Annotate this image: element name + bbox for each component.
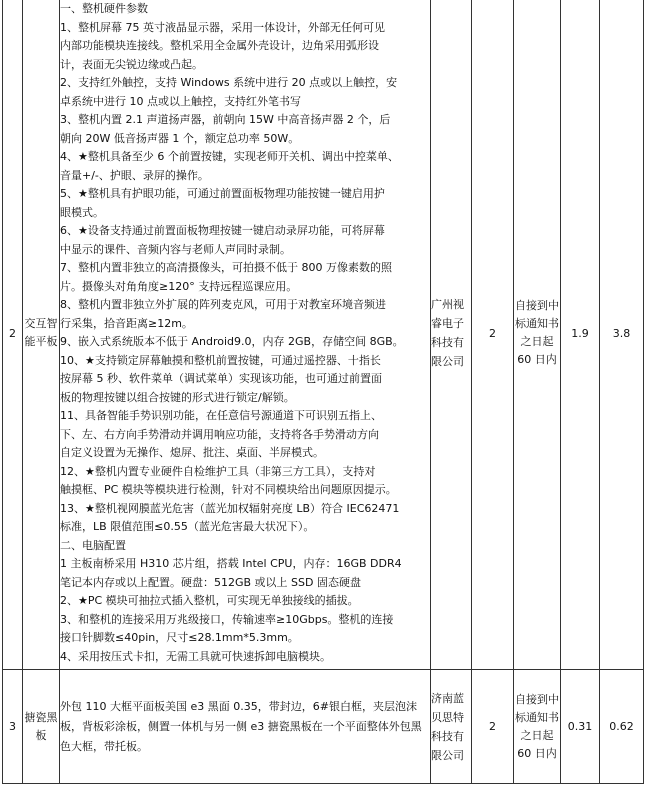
row-number: 3 (3, 670, 23, 784)
description-line: 12、★整机内置专业硬件自检维护工具（非第三方工具），支持对 (60, 464, 376, 478)
description-lines (60, 0, 430, 666)
description-line: 行采集，拾音距离≥12m。 (60, 316, 193, 330)
table-row (3, 670, 644, 784)
description-line: 眼模式。 (60, 205, 104, 219)
item-description: 外包 110 大框平面板美国 e3 黑面 0.35，带封边，6#银白框，夹层泡沫板，背板彩涂板，侧置一体机与另一侧 e3 搪瓷黑板在一个平面整体外包黑色大框，带托板。 (60, 670, 431, 784)
item-name: 搪瓷黑板 (23, 670, 60, 784)
description-line: 音量+/-、护眼、录屏的操作。 (60, 168, 209, 182)
description-line: 10、★支持锁定屏幕触摸和整机前置按键，可通过遥控器、十指长 (60, 353, 381, 367)
description-line: 板的物理按键以组合按键的形式进行锁定/解锁。 (60, 390, 295, 404)
quantity: 2 (472, 0, 514, 670)
unit-price: 0.31 (561, 670, 600, 784)
description-line: 1 主板南桥采用 H310 芯片组，搭载 Intel CPU，内存：16GB DDR4 (60, 557, 402, 570)
supplier: 广州视睿电子科技有限公司 (431, 0, 472, 670)
description-line: 11、具备智能手势识别功能，在任意信号源通道下可识别五指上、 (60, 409, 382, 422)
total-price: 0.62 (600, 670, 644, 784)
description-line: 4、采用按压式卡扣，无需工具就可快速拆卸电脑模块。 (60, 649, 331, 663)
description-line: 一、整机硬件参数 (60, 2, 148, 15)
description-line: 计，表面无尖锐边缘或凸起。 (60, 57, 203, 71)
description-line: 5、★整机具有护眼功能，可通过前置面板物理功能按键一键启用护 (60, 187, 385, 200)
description-line: 朝向 20W 低音扬声器 1 个，额定总功率 50W。 (60, 131, 300, 145)
description-line: 4、★整机具备至少 6 个前置按键，实现老师开关机、调出中控菜单、 (60, 150, 399, 163)
description-line: 13、★整机视网膜蓝光危害（蓝光加权辐射亮度 LB）符合 IEC62471 (60, 501, 400, 515)
row-number: 2 (3, 0, 23, 670)
description-line: 下、左、右方向手势滑动并调用响应功能，支持将各手势滑动方向 (60, 427, 379, 441)
description-line: 9、嵌入式系统版本不低于 Android9.0，内存 2GB，存储空间 8GB。 (60, 335, 404, 348)
description-line: 笔记本内存或以上配置。硬盘：512GB 或以上 SSD 固态硬盘 (60, 575, 361, 589)
procurement-table (2, 0, 644, 784)
description-line: 2、★PC 模块可抽拉式插入整机，可实现无单独接线的插拔。 (60, 594, 359, 607)
description-line: 接口针脚数≤40pin，尺寸≤28.1mm*5.3mm。 (60, 631, 299, 644)
description-line: 1、整机屏幕 75 英寸液晶显示器，采用一体设计，外部无任何可见 (60, 20, 385, 34)
description-line: 中显示的课件、音频内容与老师人声同时录制。 (60, 242, 291, 256)
description-line: 按屏幕 5 秒、软件菜单（调试菜单）实现该功能，也可通过前置面 (60, 372, 382, 385)
item-description (60, 0, 431, 670)
quantity: 2 (472, 670, 514, 784)
description-line: 片。摄像头对角角度≥120° 支持远程巡课应用。 (60, 279, 298, 293)
description-line: 2、支持红外触控，支持 Windows 系统中进行 20 点或以上触控，安 (60, 76, 398, 89)
description-line: 触摸框、PC 模块等模块进行检测，针对不同模块给出问题原因提示。 (60, 483, 397, 496)
description-line: 卓系统中进行 10 点或以上触控，支持红外笔书写 (60, 94, 301, 108)
description-line: 3、和整机的连接采用万兆级接口，传输速率≥10Gbps。整机的连接 (60, 612, 394, 626)
description-line: 8、整机内置非独立外扩展的阵列麦克风，可用于对教室环境音频进 (60, 298, 386, 311)
description-line: 3、整机内置 2.1 声道扬声器，前朝向 15W 中高音扬声器 2 个，后 (60, 113, 391, 126)
table-row (3, 0, 644, 670)
description-line: 内部功能模块连接线。整机采用全金属外壳设计，边角采用弧形设 (60, 39, 379, 52)
supplier: 济南蓝贝思特科技有限公司 (431, 670, 472, 784)
description-line: 标准，LB 限值范围≤0.55（蓝光危害最大状况下）。 (60, 520, 315, 533)
delivery-period: 自接到中标通知书之日起 60 日内 (514, 0, 561, 670)
unit-price: 1.9 (561, 0, 600, 670)
delivery-period: 自接到中标通知书之日起 60 日内 (514, 670, 561, 784)
total-price: 3.8 (600, 0, 644, 670)
description-line: 自定义设置为无操作、熄屏、批注、桌面、半屏模式。 (60, 446, 324, 459)
description-line: 二、电脑配置 (60, 538, 126, 552)
item-name: 交互智能平板 (23, 0, 60, 670)
description-line: 7、整机内置非独立的高清摄像头，可拍摄不低于 800 万像素数的照 (60, 261, 392, 274)
description-line: 6、★设备支持通过前置面板物理按键一键启动录屏功能，可将屏幕 (60, 224, 385, 237)
